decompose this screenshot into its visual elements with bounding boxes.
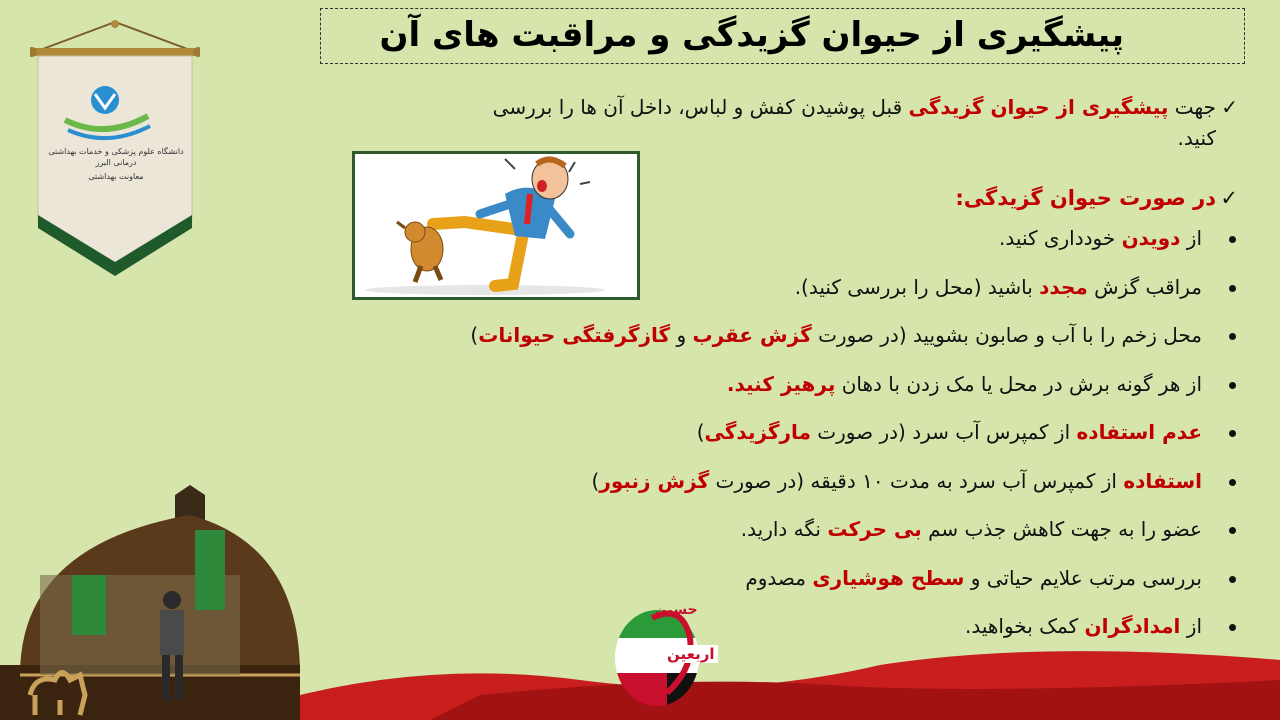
item-text: عضو را به جهت کاهش جذب سم: [921, 517, 1202, 541]
highlight-text: سطح هوشیاری: [812, 565, 965, 590]
item-text: محل زخم را با آب و صابون بشویید (در صورت: [811, 323, 1202, 347]
item-text: از هر گونه برش در محل یا مک زدن با دهان: [835, 371, 1202, 396]
list-item: [470, 417, 1238, 466]
item-text: بررسی مرتب علایم حیاتی و: [964, 565, 1202, 590]
item-text: از کمپرس آب سرد به مدت ۱۰ دقیقه (در صورت: [709, 468, 1124, 493]
section-heading-row: [955, 183, 1238, 213]
item-text: باشید (محل را بررسی کنید).: [794, 274, 1040, 299]
highlight-text: عدم استفاده: [1076, 420, 1202, 444]
bullet-icon: [1229, 527, 1236, 534]
item-text: نگه دارید.: [740, 517, 828, 541]
shrine-pilgrims-decoration: [0, 425, 300, 720]
list-item: [470, 272, 1238, 321]
highlight-text: گزش زنبور: [599, 468, 710, 493]
title-box: [320, 8, 1245, 64]
bullet-icon: [1229, 479, 1236, 486]
item-text: از: [1180, 226, 1202, 250]
bullet-icon: [1229, 576, 1236, 583]
highlight-text: گازگرفتگی حیوانات: [478, 323, 671, 347]
red-wave-decoration: [280, 640, 1280, 720]
highlight-text: گزش عقرب: [692, 323, 812, 347]
list-item: [470, 223, 1238, 272]
intro-paragraph: [318, 92, 1238, 154]
banner-text-2: معاونت بهداشتی: [88, 172, 144, 181]
highlight-text: بی حرکت: [827, 517, 922, 541]
item-text: از کمپرس آب سرد (در صورت: [810, 420, 1077, 444]
item-text: مراقب گزش: [1087, 274, 1202, 299]
bullet-icon: [1229, 624, 1236, 631]
list-item: [470, 563, 1238, 612]
intro-line2: کنید.: [1177, 126, 1216, 150]
item-text: ): [470, 323, 479, 347]
highlight-text: پرهیز کنید.: [726, 371, 836, 396]
bullet-icon: [1229, 333, 1236, 340]
logo-text-arbaeen: اربعین: [664, 645, 718, 663]
intro-prefix: جهت: [1168, 95, 1216, 119]
slide-title: پیشگیری از حیوان گزیدگی و مراقبت های آن: [379, 15, 1124, 55]
list-item: [470, 369, 1238, 418]
highlight-text: امدادگران: [1084, 614, 1181, 638]
item-text: از: [1180, 614, 1202, 638]
checkmark-icon: ✓: [1220, 186, 1238, 210]
bullet-icon: [1229, 236, 1236, 243]
bullet-icon: [1229, 382, 1236, 389]
item-text: ): [591, 468, 600, 493]
item-text: مصدوم: [745, 565, 813, 590]
bullet-icon: [1229, 430, 1236, 437]
bite-care-list: [470, 223, 1238, 660]
item-text: ): [696, 420, 705, 444]
highlight-text: مارگزیدگی: [704, 420, 811, 444]
checkmark-icon: ✓: [1221, 95, 1238, 119]
list-item: [470, 514, 1238, 563]
bullet-icon: [1229, 285, 1236, 292]
list-item: [470, 466, 1238, 515]
item-text: خودداری کنید.: [999, 226, 1122, 250]
logo-text-husayn: حسین: [655, 602, 698, 618]
intro-highlight: پیشگیری از حیوان گزیدگی: [908, 95, 1169, 119]
highlight-text: دویدن: [1121, 226, 1181, 250]
item-text: و: [670, 323, 693, 347]
highlight-text: استفاده: [1123, 468, 1202, 493]
section-heading: در صورت حیوان گزیدگی:: [955, 186, 1216, 210]
item-text: کمک بخواهید.: [964, 614, 1085, 638]
intro-rest: قبل پوشیدن کفش و لباس، داخل آن ها را بررسی: [492, 95, 909, 119]
list-item: [470, 320, 1238, 369]
highlight-text: مجدد: [1039, 274, 1088, 299]
banner-text-1: دانشگاه علوم پزشکی و خدمات بهداشتی درمانی البرز: [48, 147, 184, 167]
